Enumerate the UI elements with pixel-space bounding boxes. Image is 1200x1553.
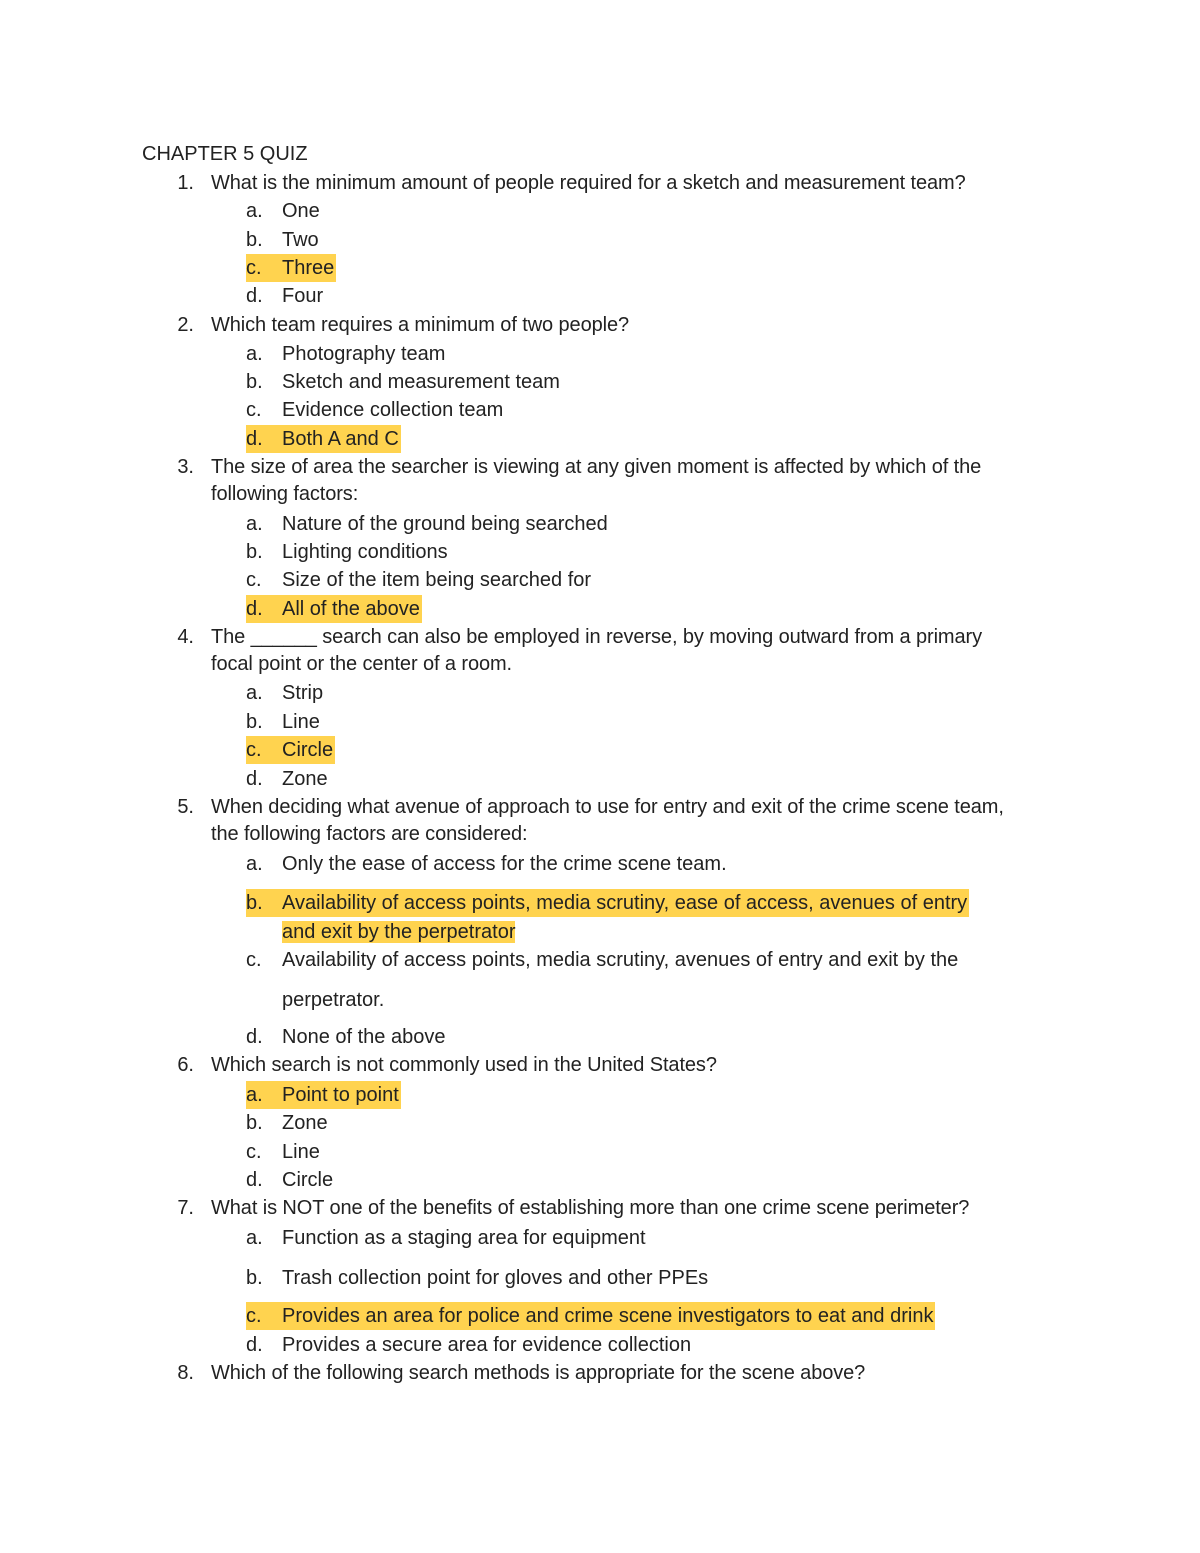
option: b. Sketch and measurement team — [246, 371, 560, 393]
option: c. Line — [246, 1141, 320, 1163]
option: d. Four — [246, 285, 324, 307]
option: d. Circle — [246, 1169, 334, 1191]
option-continuation: perpetrator. — [282, 989, 385, 1011]
question-number: 2. — [177, 314, 194, 336]
option-correct: c. Three — [246, 254, 336, 282]
option: a. Photography team — [246, 343, 446, 365]
option-correct: d. All of the above — [246, 595, 422, 623]
question-number: 5. — [177, 796, 194, 818]
question-text: Which team requires a minimum of two people? — [211, 314, 630, 336]
option: a. Only the ease of access for the crime scene team. — [246, 853, 727, 875]
question-text: What is NOT one of the benefits of establishing more than one crime scene perimeter? — [211, 1197, 970, 1219]
option-correct: b. Availability of access points, media scrutiny, ease of access, avenues of entry — [246, 889, 969, 917]
question-number: 1. — [177, 172, 194, 194]
question-number: 7. — [177, 1197, 194, 1219]
option-correct: c. Circle — [246, 736, 335, 764]
option: a. One — [246, 200, 320, 222]
option: c. Availability of access points, media scrutiny, avenues of entry and exit by the — [246, 949, 959, 971]
option: b. Zone — [246, 1112, 328, 1134]
quiz-title: CHAPTER 5 QUIZ — [142, 143, 308, 165]
question-number: 3. — [177, 456, 194, 478]
option: d. None of the above — [246, 1026, 446, 1048]
question-text: Which search is not commonly used in the United States? — [211, 1054, 717, 1076]
question-text: What is the minimum amount of people required for a sketch and measurement team? — [211, 172, 966, 194]
option-correct: c. Provides an area for police and crime scene investigators to eat and drink — [246, 1302, 935, 1330]
option: c. Evidence collection team — [246, 399, 504, 421]
option-correct: d. Both A and C — [246, 425, 401, 453]
option: a. Nature of the ground being searched — [246, 513, 608, 535]
option: a. Strip — [246, 682, 324, 704]
question-text-line2: focal point or the center of a room. — [211, 653, 513, 675]
question-number: 4. — [177, 626, 194, 648]
option: c. Size of the item being searched for — [246, 569, 592, 591]
question-text-line1: The ______ search can also be employed in reverse, by moving outward from a primary — [211, 626, 982, 648]
question-text-line2: the following factors are considered: — [211, 823, 528, 845]
question-text: Which of the following search methods is appropriate for the scene above? — [211, 1362, 866, 1384]
option: b. Trash collection point for gloves and other PPEs — [246, 1267, 709, 1289]
option-correct: a. Point to point — [246, 1081, 401, 1109]
question-text-line1: When deciding what avenue of approach to use for entry and exit of the crime scene team, — [211, 796, 1004, 818]
option: b. Line — [246, 711, 320, 733]
question-number: 8. — [177, 1362, 194, 1384]
option: b. Two — [246, 229, 319, 251]
option: d. Zone — [246, 768, 328, 790]
question-text-line2: following factors: — [211, 483, 359, 505]
question-number: 6. — [177, 1054, 194, 1076]
option: a. Function as a staging area for equipment — [246, 1227, 646, 1249]
option: d. Provides a secure area for evidence collection — [246, 1334, 692, 1356]
option: b. Lighting conditions — [246, 541, 448, 563]
question-text-line1: The size of area the searcher is viewing at any given moment is affected by which of the — [211, 456, 982, 478]
option-correct-continuation: and exit by the perpetrator — [282, 921, 516, 943]
